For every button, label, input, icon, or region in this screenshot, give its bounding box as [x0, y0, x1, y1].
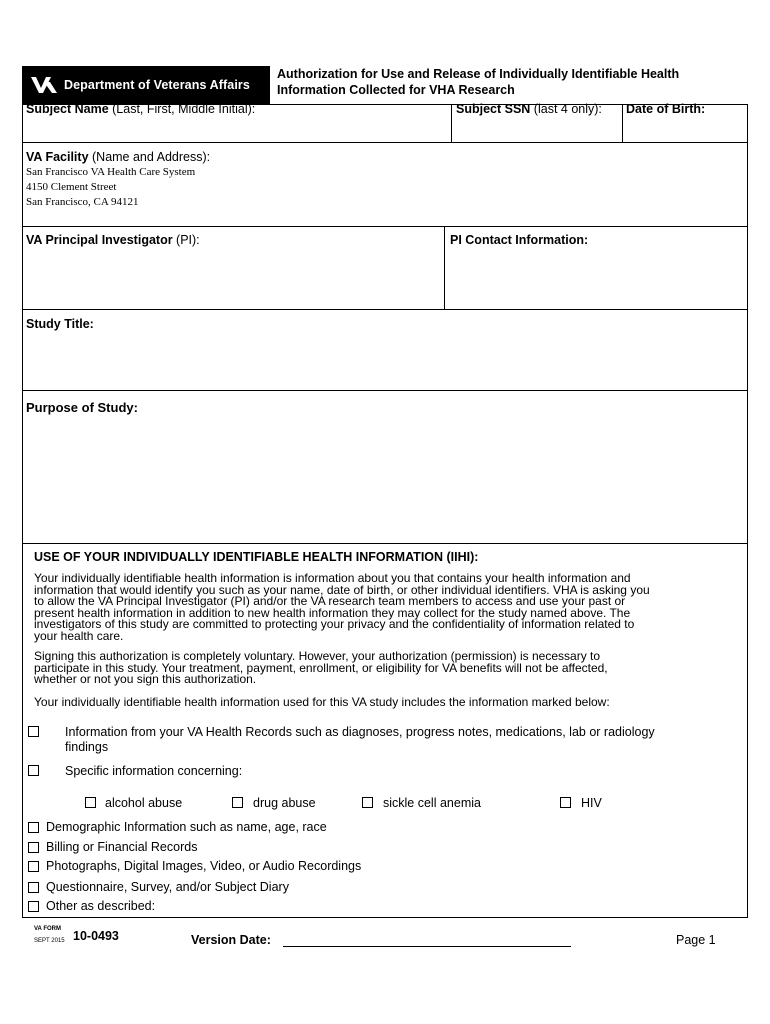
photos-checkbox[interactable]	[28, 861, 39, 872]
study-title-label: Study Title:	[26, 317, 94, 331]
pi-label: VA Principal Investigator (PI):	[26, 233, 200, 247]
subject-ssn-label: Subject SSN (last 4 only):	[456, 102, 602, 116]
iihi-heading: USE OF YOUR INDIVIDUALLY IDENTIFIABLE HEALTH INFORMATION (IIHI):	[34, 550, 479, 564]
questionnaire-label: Questionnaire, Survey, and/or Subject Diary	[46, 880, 289, 894]
va-header-logo-bar	[22, 66, 270, 104]
hiv-checkbox[interactable]	[560, 797, 571, 808]
specific-info-checkbox[interactable]	[28, 765, 39, 776]
other-checkbox[interactable]	[28, 901, 39, 912]
sickle-cell-label: sickle cell anemia	[383, 796, 481, 810]
va-seal-icon	[30, 74, 58, 96]
purpose-field[interactable]	[23, 420, 746, 542]
facility-address: San Francisco VA Health Care System 4150 Clement Street San Francisco, CA 94121	[26, 166, 196, 208]
divider	[444, 226, 445, 310]
specific-info-label: Specific information concerning:	[65, 764, 243, 778]
page-number: Page 1	[676, 933, 716, 947]
rule	[22, 390, 748, 391]
health-records-label: Information from your VA Health Records such as diagnoses, progress notes, medications, lab or radiology findings	[65, 725, 655, 754]
rule	[22, 543, 748, 544]
rule	[22, 226, 748, 227]
study-title-field[interactable]	[23, 334, 746, 389]
other-underline	[168, 917, 748, 918]
iihi-paragraph-1: Your individually identifiable health information is information about you that contains your health information and information that would identify you such as your name, date of birth, or other individual identifiers. VHA is asking you to allow the VA Principal Investigator (PI) and/or the VA research team members to access and use your past or present health information in addition to new health information they may collect for the study named above. The investigators of this study are committed to protecting your privacy and the confidentiality of information related to your health care.	[34, 571, 650, 643]
drug-abuse-checkbox[interactable]	[232, 797, 243, 808]
demographic-checkbox[interactable]	[28, 822, 39, 833]
dob-field[interactable]	[623, 120, 746, 142]
photos-label: Photographs, Digital Images, Video, or Audio Recordings	[46, 859, 362, 873]
subject-name-label: Subject Name (Last, First, Middle Initial):	[26, 102, 256, 116]
rule	[22, 142, 748, 143]
sickle-cell-checkbox[interactable]	[362, 797, 373, 808]
iihi-paragraph-3: Your individually identifiable health information used for this VA study includes the information marked below:	[34, 695, 610, 709]
purpose-label: Purpose of Study:	[26, 400, 138, 415]
questionnaire-checkbox[interactable]	[28, 882, 39, 893]
billing-label: Billing or Financial Records	[46, 840, 198, 854]
subject-ssn-field[interactable]	[452, 120, 621, 142]
agency-name: Department of Veterans Affairs	[64, 78, 250, 92]
alcohol-abuse-checkbox[interactable]	[85, 797, 96, 808]
hiv-label: HIV	[581, 796, 602, 810]
pi-contact-field[interactable]	[446, 250, 746, 308]
pi-contact-label: PI Contact Information:	[450, 233, 589, 247]
alcohol-abuse-label: alcohol abuse	[105, 796, 183, 810]
va-form-label: VA FORM	[34, 926, 61, 932]
subject-name-field[interactable]	[23, 120, 450, 142]
form-date: SEPT 2015	[34, 938, 65, 944]
other-label: Other as described:	[46, 899, 156, 913]
version-date-label: Version Date:	[191, 933, 271, 947]
rule	[22, 309, 748, 310]
iihi-paragraph-2: Signing this authorization is completely voluntary. However, your authorization (permission) is necessary to participate in this study. Your treatment, payment, enrollment, or eligibility for VA benefits will not be affected, whether or not you sign this authorization.	[34, 649, 608, 686]
drug-abuse-label: drug abuse	[253, 796, 316, 810]
demographic-label: Demographic Information such as name, age, race	[46, 820, 327, 834]
health-records-checkbox[interactable]	[28, 726, 39, 737]
va-facility-label: VA Facility (Name and Address):	[26, 150, 211, 164]
form-number: 10-0493	[73, 929, 119, 943]
dob-label: Date of Birth:	[626, 102, 706, 116]
version-date-line[interactable]	[283, 946, 571, 947]
form-title: Authorization for Use and Release of Individually Identifiable Health Information Collected for VHA Research	[277, 67, 680, 97]
pi-field[interactable]	[23, 250, 443, 308]
billing-checkbox[interactable]	[28, 842, 39, 853]
